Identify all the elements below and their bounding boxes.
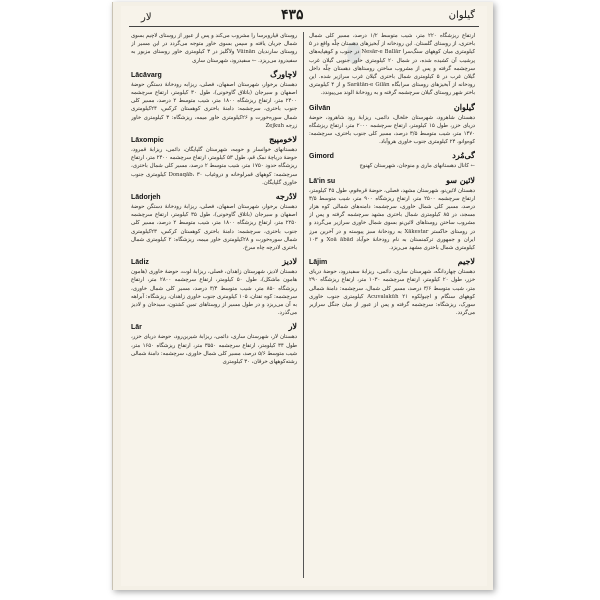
header-right-word: گیلوان [448,10,475,21]
entry-text: دهستانهای خوانسار و حومه، شهرستان گلپایگان، دائمی، ریزابهٔ قمرود، حوضهٔ دریاچهٔ نمک قم، طول ۵۳ کیلومتر، ارتفاع سرچشمه ۲۴۰۰ متر، ارتفاع ریزشگاه حدود ۱۷۵۰ متر، شیب متوسط ۲ درصد، مسیر کلی شمال باختری، سرچشمه: کوههای قمرلوخانه و دروغیاب Donaqāb، ۳۰ کیلومتری جنوب خاوری گلپایگان. [131,147,297,186]
entry [131,134,297,187]
left-intro-text: روستای قیاروبرسا را مشروب می‌کند و پس از عبور از روستای لاچیم بسوی شمال جریان یافته و سپس بسوی خاور متوجه می‌گردد در این مسیر از روستای سارندیان Vüinän ولاگلیز در ۳ کیلومتری خاور روستای مزبور به سفیدرود می‌ریزد. ← سفیدرود، شهرستان ساری [131,33,297,64]
entry-text: دهستان چهاردانگه، شهرستان ساری، دائمی، ریزابهٔ سفیدرود، حوضهٔ دریای خزر، طول ۲۰ کیلومتر، ارتفاع سرچشمه ۱۰۳۰ متر، ارتفاع ریزشگاه ۲۹۰ متر، شیب متوسط ۳/۶ درصد، مسیر کلی شمال، سرچشمه: دامنهٔ شمالی کوههای سنگام و اچیولکوه Acuvalakūh ۲۱ کیلومتری جنوب خاوری سورک، ریزشگاه: سرچشمه گرفته و پس از عبور از میان جنگل سرازیر می‌گردد. [309,269,475,317]
entry-title-row [131,134,297,144]
entry-latin-name: Lādorjeh [131,194,161,202]
page-header [121,6,487,26]
entry-persian-name: لاچاورگ [270,68,297,79]
entry-text: دهستان لائین‌نو، شهرستان مشهد، فصلی، حوضهٔ قره‌قوم، طول ۴۵ کیلومتر، ارتفاع سرچشمه ۲۵۰۰ متر، ارتفاع ریزشگاه ۹۰۰ متر، شیب متوسط ۳/۵ درصد، مسیر کلی شمال خاوری، سرچشمه: دامنه‌های شمالی کوه هزار مسجد، در ۸۵ کیلومتری شمال باختری مشهد سرچشمه گرفته و پس از مشروب ساختن روستاهای لائین‌نو بسوی شمال خاوری سرازیر می‌گردد و در روستای خاکستر Xākestar به رودخانهٔ سبز پیوسته و در آخرین مرز ایران و جمهوری ترکمنستان به نام رودخانهٔ خوآباد Xoā ābād و ۱۰۳ کیلومتری شمال باختری مشهد می‌ریزد. [309,187,475,252]
entry-text: دهستان برخوار، شهرستان اصفهان، فصلی، ریزابه رودخانهٔ دستگن حوضهٔ اصفهان و سیرجان (باتلاق گاوخونی)، طول ۳۰ کیلومتر، ارتفاع سرچشمه ۲۴۰۰ متر، ارتفاع ریزشگاه ۱۸۰۰ متر، شیب متوسط ۲ درصد، مسیر کلی جنوب باختری، سرچشمه: دامنهٔ باختری کوهستان کرکس، ۲۴کیلومتری شمال سوره‌خورت و ۲۶کیلومتری خاور میمه، ریزشگاه: ۳ کیلومتری خاور زرجه Zejkuh [131,81,297,129]
entry [131,321,297,366]
entry-title-row [309,102,475,112]
entry-title-row [131,69,297,79]
entry-title-row [131,256,297,266]
entry [131,191,297,252]
entry-title-row [309,175,475,185]
entry [309,175,475,253]
entry-persian-name: لادُرجه [275,191,297,202]
column-divider [303,32,304,578]
entry-persian-name: گی‌مُرد [452,150,475,161]
dictionary-page [121,6,487,586]
entry-title-row [131,191,297,201]
header-left-word: لار [141,12,152,23]
right-column [309,32,475,580]
entry-latin-name: Lār [131,324,142,332]
entry-text: دهستان لار، شهرستان ساری، دائمی، ریزابهٔ شیرین‌رود، حوضهٔ دریای خزر، طول ۳۴ کیلومتر، ارتفاع سرچشمه ۳۵۵۰ متر، ارتفاع ریزشگاه ۱۶۵۰ متر، شیب متوسط ۵/۶ درصد، مسیر کلی شمال خاوری، سرچشمه: دامنهٔ شمالی رشته‌کوههای خرقان، ۳۰ کیلومتری [131,334,297,366]
entry-persian-name: لائین سو [446,174,475,185]
entry-persian-name: لادیز [282,256,297,267]
entry-latin-name: Lāxompic [131,137,164,145]
entry [131,69,297,130]
entry-latin-name: Gilvān [309,104,331,112]
header-rule [129,26,479,27]
entry-text: دهستان لادیز، شهرستان زاهدان، فصلی، ریزابهٔ لوت، حوضهٔ خاوری (هامون هامون ماشکل)، طول ۵۰ کیلومتر، ارتفاع سرچشمه ۲۸۰۰ متر، ارتفاع ریزشگاه ۸۵۰ متر، شیب متوسط ۳/۴ درصد، مسیر کلی شمال خاوری، سرچشمه: کوه تفتان، ۱۰۵ کیلومتری جنوب خاوری زاهدان، ریزشگاه: آبراهه به آن می‌ریزد و در طول مسیر از روستاهای تمین کشتون، سیدخان و لادیز می‌گذرد. [131,269,297,317]
entry [309,102,475,147]
entry-title-row [131,321,297,331]
entry-text: دهستان شاهرود، شهرستان خلخال، دائمی، ریزابهٔ رود شاهرود، حوضهٔ دریای خزر، طول ۱۵ کیلومتر، ارتفاع سرچشمه ۲۰۰۰ متر، ارتفاع ریزشگاه ۱۴۷۰ متر، شیب متوسط ۳/۵ درصد، مسیر کلی جنوب باختری، سرچشمه: کوه‌وانو، ۲۴ کیلومتری جنوب خاوری هروآباد. [309,114,475,146]
entry-title-row [309,150,475,160]
entry [309,150,475,170]
left-column [131,32,297,580]
entry-text: دهستان برخوار، شهرستان اصفهان، فصلی، ریزابهٔ رودخانهٔ دستگن حوضهٔ اصفهان و سیرجان (باتلاق گاوخونی)، طول ۳۵ کیلومتر، ارتفاع سرچشمه ۲۲۵۰ متر، ارتفاع ریزشگاه ۱۸۰۰ متر، شیب متوسط ۲ درصد، مسیر کلی جنوب باختری، سرچشمه: دامنهٔ باختری کوهستان کرکس، ۲۳کیلومتری شمال سوره‌خورت و ۲۸کیلومتری خاور میمه، ریزشگاه: ۲ کیلومتری شمال باختری لادرچه چاه سرخ. [131,204,297,252]
entry-latin-name: Lājim [309,259,328,267]
entry-persian-name: گیلوان [453,101,475,112]
entry-latin-name: Lā'in su [309,177,336,185]
entry-latin-name: Lādiz [131,259,149,267]
entry-title-row [309,256,475,266]
entry-latin-name: Gimord [309,153,334,161]
entry-persian-name: لار [288,321,297,332]
entry-persian-name: لاجیم [457,256,475,267]
entry [309,256,475,317]
entry [131,256,297,317]
entry-persian-name: لاخومپیج [269,134,297,145]
page-number: ۴۳۵ [281,7,304,23]
right-intro-text: ارتفاع ریزشگاه ۲۲۰ متر، شیب متوسط ۱/۲ درصد، مسیر کلی شمال باختری، از روستای گلستان. این رودخانه از آبخیزهای دهستان چلّه واقع در ۵ کیلومتری میان کوههای سنگ‌سرا Nesār-e Ballār در جنوب و کوهپایه‌های پرشیب آن کشیده شده، در شمال ۲۰ کیلومتری خاور جنوبی گیلان غرب سرچشمه گرفته و پس از مشروب ساختن روستاهای دهستان چلّه داخل گیلان غرب در ۵ کیلومتری شمال باختری گیلان غرب سرازیر شده. این رودخانه از آبخیزهای روستای سرابگاه Sarātān-e Gilān و از ۴ کیلومتری باختر شهر روستای گیلان سرچشمه گرفته و به رودخانهٔ الوند می‌پیوندد. [309,33,475,97]
entry-text: ← کانال دهستانهای ماری و منوجان، شهرستان کهنوج [359,163,475,170]
entry-latin-name: Lācāvarg [131,71,162,79]
